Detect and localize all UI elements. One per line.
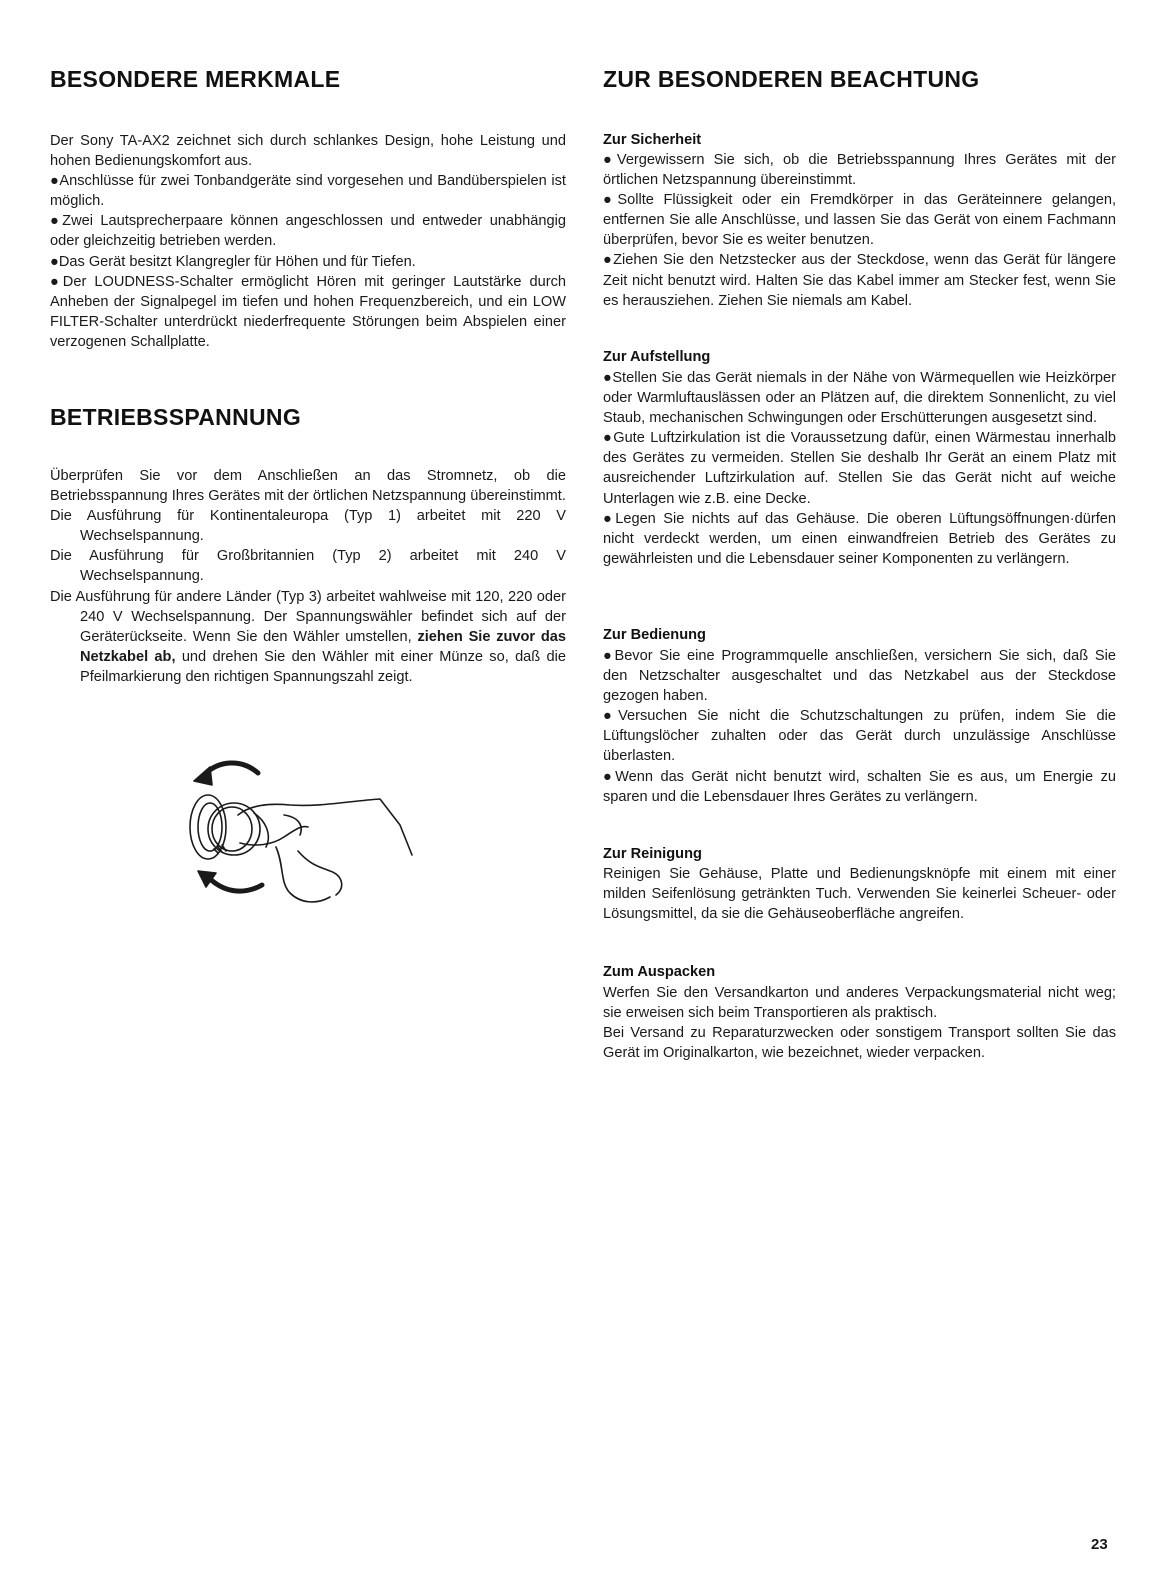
installation-item: ●Stellen Sie das Gerät niemals in der Nähe von Wärmequellen wie Heizkörper oder Warmluftauslässen oder an Plätzen auf, die direktem Sonnenlicht, zu viel Staub, mechanischen Schwingungen oder Erschütterungen ausgesetzt sind. [603, 370, 1116, 427]
voltage-selector-illustration [180, 755, 430, 925]
safety-item: ●Vergewissern Sie sich, ob die Betriebsspannung Ihres Gerätes mit der örtlichen Netzspannung übereinstimmt. [603, 152, 1116, 189]
unpacking-item: Werfen Sie den Versandkarton und anderes Verpackungsmaterial nicht weg; sie erweisen sich beim Transportieren als praktisch. [603, 985, 1116, 1022]
installation-item: ●Gute Luftzirkulation ist die Voraussetzung dafür, einen Wärmestau innerhalb des Gerätes zu vermeiden. Stellen Sie deshalb Ihr Gerät an einem Platz mit ausreichender Luftzirkulation auf. Stellen Sie das Gerät nicht auf weiche Unterlagen wie z.B. eine Decke. [603, 430, 1116, 507]
cleaning-text [603, 864, 1116, 924]
safety-item: ●Ziehen Sie den Netzstecker aus der Steckdose, wenn das Gerät für längere Zeit nicht benutzt wird. Halten Sie das Kabel immer am Stecker fest, wenn Sie es herausziehen. Ziehen Sie niemals am Kabel. [603, 252, 1116, 309]
safety-title: Zur Sicherheit [603, 132, 702, 148]
operation-text [603, 646, 1116, 807]
voltage-type2: Die Ausführung für Großbritannien (Typ 2) arbeitet mit 240 V Wechselspannung. [50, 548, 566, 585]
operation-item: ●Versuchen Sie nicht die Schutzschaltungen zu prüfen, indem Sie die Lüftungslöcher zuhalten oder das Gerät durch unzulässige Anschlüsse überlasten. [603, 708, 1116, 765]
hand-icon [238, 799, 412, 855]
feature-item: ●Der LOUDNESS-Schalter ermöglicht Hören mit geringer Lautstärke durch Anheben der Signalpegel im tiefen und hohen Frequenzbereich, und ein LOW FILTER-Schalter unterdrückt niederfrequente Störungen beim Abspielen einer verzogenen Schallplatte. [50, 273, 566, 350]
precautions-heading: ZUR BESONDEREN BEACHTUNG [603, 66, 980, 92]
unpacking-title: Zum Auspacken [603, 964, 716, 980]
voltage-type3-warning: ziehen Sie zuvor das Netzkabel ab, [80, 628, 566, 665]
voltage-type3-b: und drehen Sie den Wähler mit einer Münze so, daß die Pfeilmarkierung den richtigen Spannungszahl zeigt. [80, 648, 566, 685]
feature-item: ●Zwei Lautsprecherpaare können angeschlossen und entweder unabhängig oder gleichzeitig betrieben werden. [50, 213, 566, 250]
voltage-type1: Die Ausführung für Kontinentaleuropa (Typ 1) arbeitet mit 220 V Wechselspannung. [50, 508, 566, 545]
feature-item: ●Anschlüsse für zwei Tonbandgeräte sind vorgesehen und Bandüberspielen ist möglich. [50, 173, 566, 210]
installation-title: Zur Aufstellung [603, 349, 711, 365]
features-heading: BESONDERE MERKMALE [50, 66, 341, 92]
voltage-text [50, 466, 566, 687]
safety-text [603, 150, 1116, 311]
installation-item: ●Legen Sie nichts auf das Gehäuse. Die oberen Lüftungsöffnungen·dürfen nicht verdeckt werden, um einen einwandfreien Betrieb des Gerätes zu gewährleisten und die Lebensdauer seiner Komponenten zu verlängern. [603, 510, 1116, 567]
operation-item: ●Wenn das Gerät nicht benutzt wird, schalten Sie es aus, um Energie zu sparen und die Lebensdauer Ihres Gerätes zu verlängern. [603, 768, 1116, 805]
feature-item: ●Das Gerät besitzt Klangregler für Höhen und für Tiefen. [50, 253, 416, 270]
operation-item: ●Bevor Sie eine Programmquelle anschließen, versichern Sie sich, daß Sie den Netzschalter ausgeschaltet und das Netzkabel aus der Steckdose gezogen haben. [603, 648, 1116, 705]
page-number: 23 [1091, 1536, 1108, 1553]
features-text [50, 131, 566, 352]
operation-title: Zur Bedienung [603, 627, 706, 643]
rotate-arrow-bottom-icon [208, 877, 262, 891]
voltage-type3-a: Die Ausführung für andere Länder (Typ 3) arbeitet wahlweise mit 120, 220 oder 240 V Wechselspannung. Der Spannungswähler befindet sich auf der Geräterückseite. Wenn Sie den Wähler umstellen, [50, 588, 566, 645]
installation-text [603, 368, 1116, 569]
voltage-heading: BETRIEBSSPANNUNG [50, 404, 302, 430]
cleaning-item: Reinigen Sie Gehäuse, Platte und Bedienungsknöpfe mit einem mit einer milden Seifenlösung getränkten Tuch. Verwenden Sie keinerlei Scheuer- oder Lösungsmittel, da sie die Gehäuseoberfläche angreifen. [603, 866, 1116, 923]
voltage-type3 [50, 587, 566, 687]
cleaning-title: Zur Reinigung [603, 846, 702, 862]
safety-item: ●Sollte Flüssigkeit oder ein Fremdkörper in das Geräteinnere gelangen, entfernen Sie alle Anschlüsse, und lassen Sie das Gerät von einem Fachmann überprüfen, bevor Sie es weiter benutzen. [603, 192, 1116, 249]
features-intro: Der Sony TA-AX2 zeichnet sich durch schlankes Design, hohe Leistung und hohen Bedienungskomfort aus. [50, 133, 566, 170]
voltage-intro: Überprüfen Sie vor dem Anschließen an das Stromnetz, ob die Betriebsspannung Ihres Gerätes mit der örtlichen Netzspannung übereinstimmt. [50, 468, 566, 505]
unpacking-item: Bei Versand zu Reparaturzwecken oder sonstigem Transport sollten Sie das Gerät im Originalkarton, wie bezeichnet, wieder verpacken. [603, 1025, 1116, 1062]
unpacking-text [603, 983, 1116, 1063]
